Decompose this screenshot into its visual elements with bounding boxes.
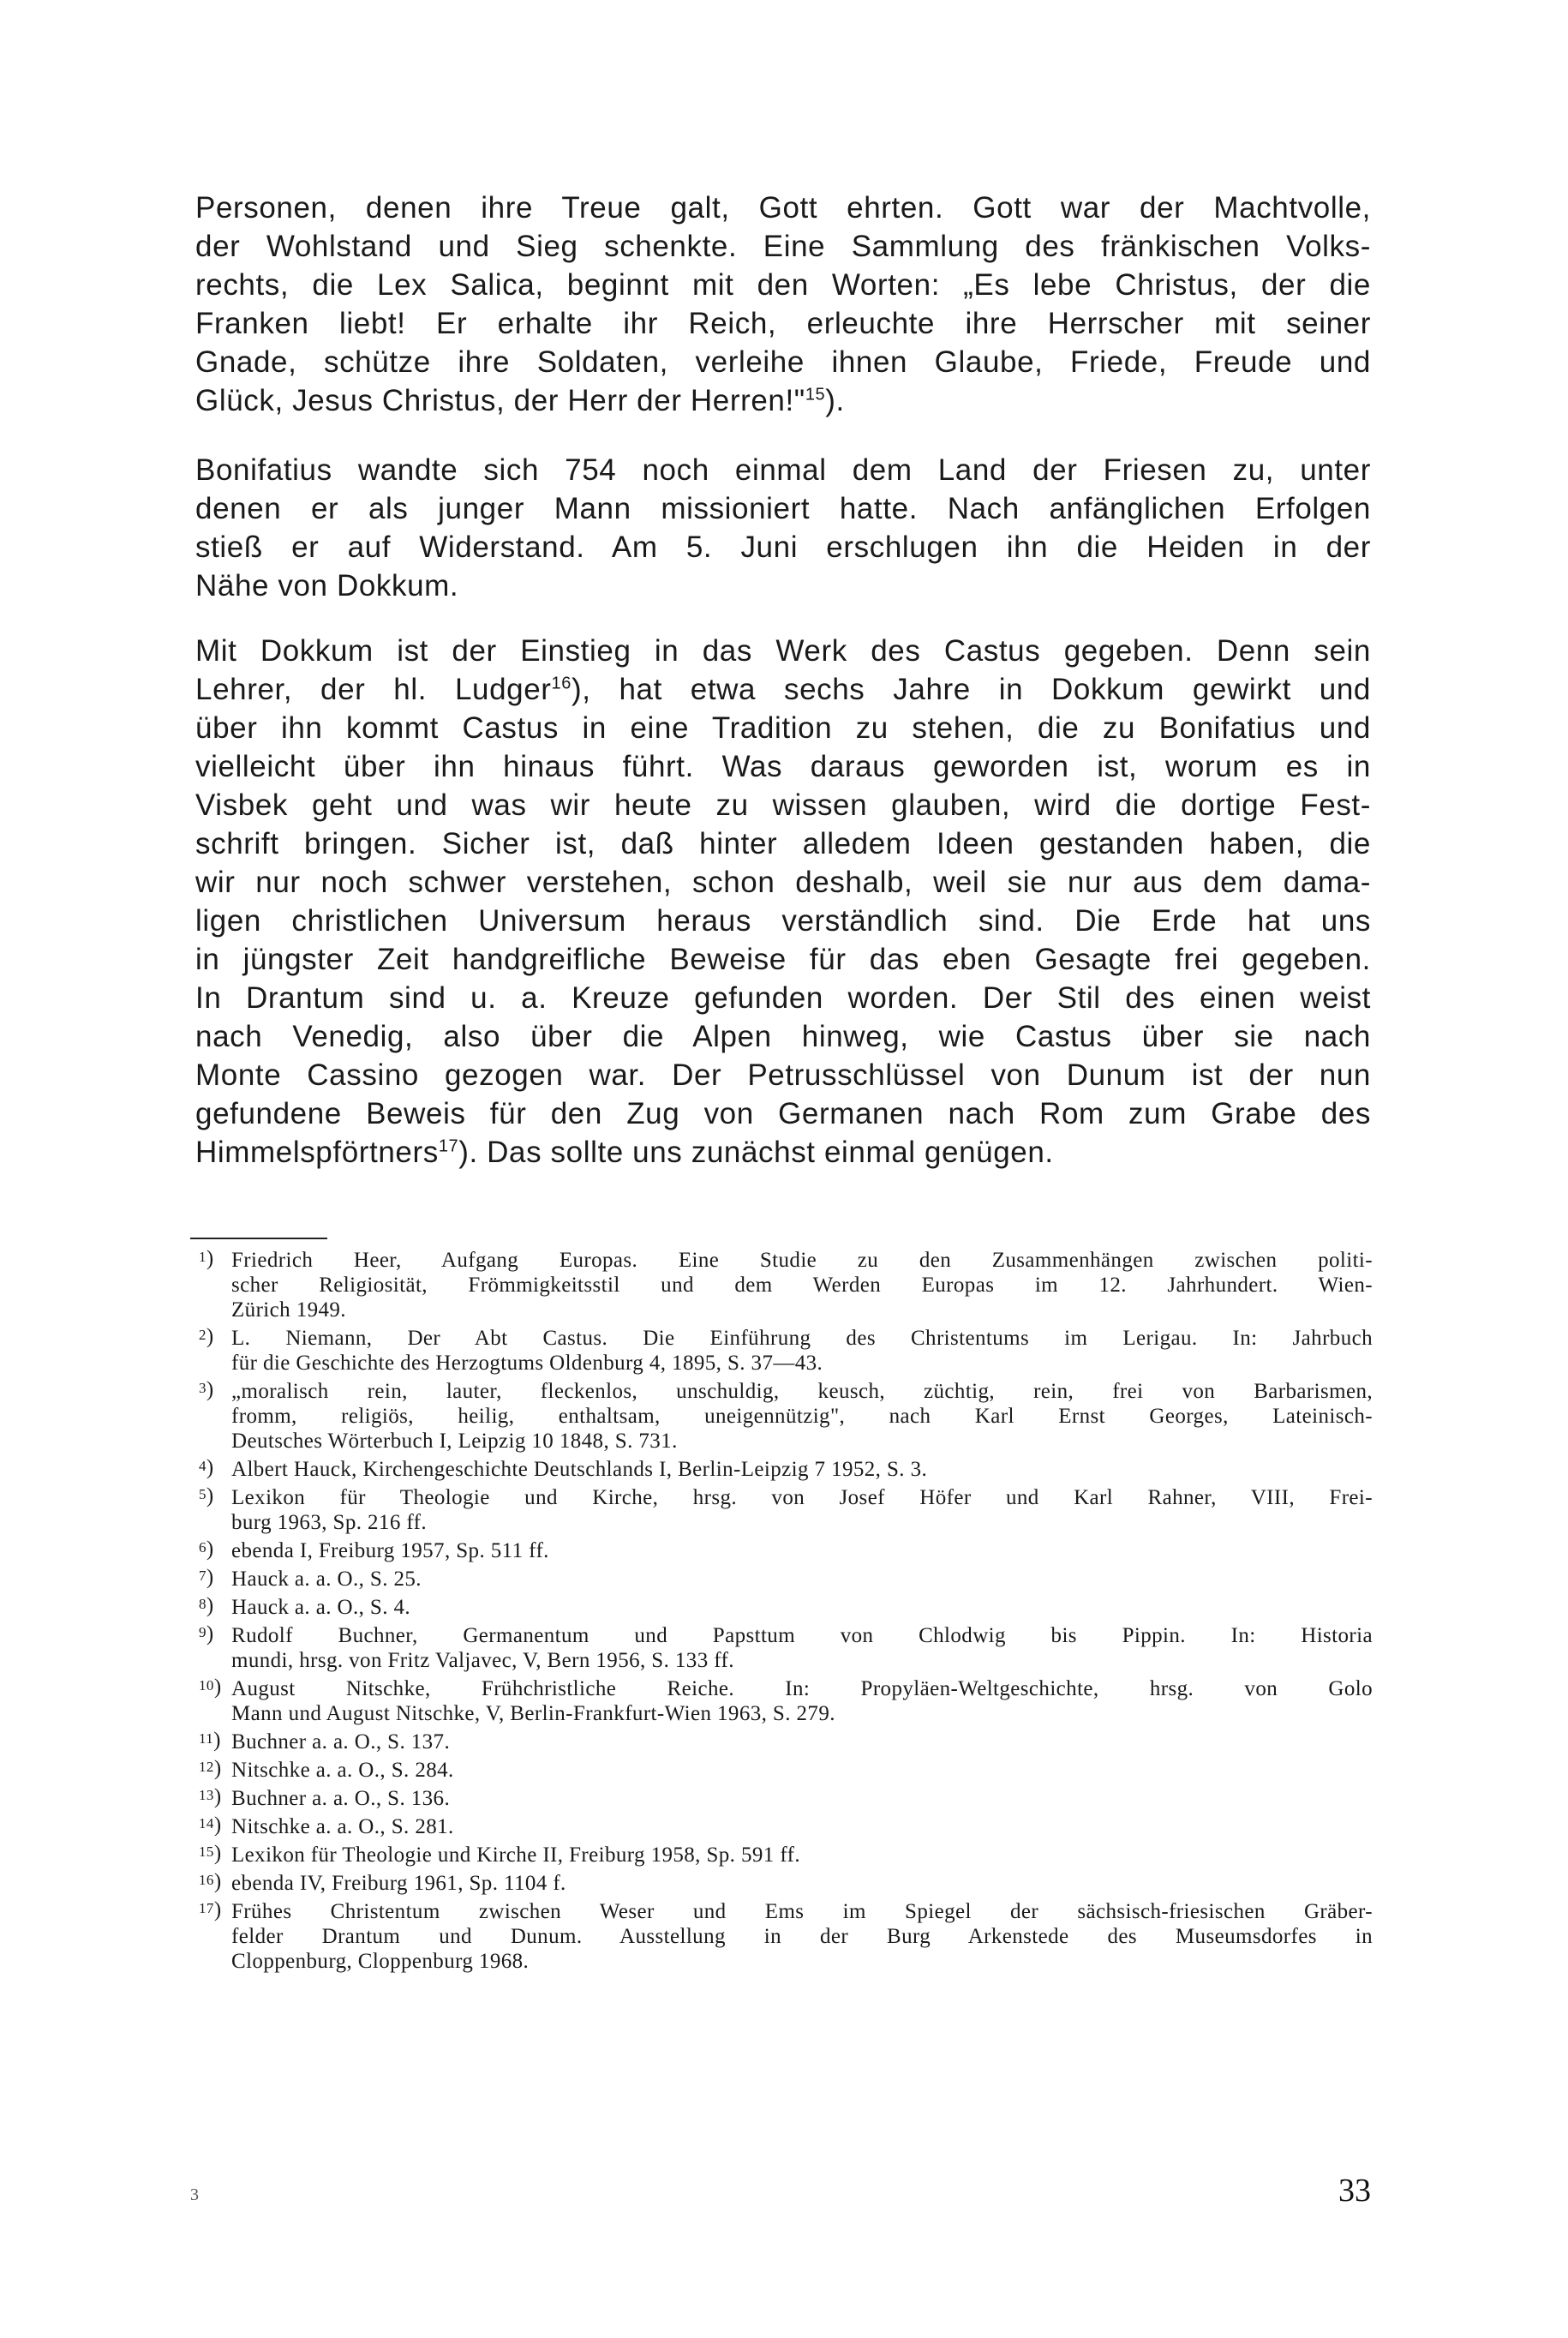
text-line: wir nur noch schwer verstehen, schon deshalb, weil sie nur aus dem dama-	[195, 866, 1371, 899]
footnote-text	[231, 1814, 1373, 1839]
text-line: In Drantum sind u. a. Kreuze gefunden worden. Der Stil des einen weist	[195, 981, 1371, 1015]
text-line: nach Venedig, also über die Alpen hinweg, wie Castus über sie nach	[195, 1020, 1371, 1053]
text-segment: Glück, Jesus Christus, der Herr der Herren!"	[195, 384, 805, 417]
footnote	[190, 1814, 1373, 1839]
footnotes-section	[190, 1248, 1373, 1977]
text-line: rechts, die Lex Salica, beginnt mit den Worten: „Es lebe Christus, der die	[195, 268, 1371, 302]
footnote	[190, 1730, 1373, 1754]
footnote-line: scher Religiosität, Frömmigkeitsstil und dem Werden Europas im 12. Jahrhundert. Wien-	[231, 1274, 1373, 1297]
footnote-number: 12 )	[199, 1758, 222, 1775]
text-segment: Himmelspförtners	[195, 1136, 439, 1169]
footnote	[190, 1326, 1373, 1376]
footnote-line: für die Geschichte des Herzogtums Oldenburg 4, 1895, S. 37—43.	[231, 1352, 823, 1375]
text-line: Monte Cassino gezogen war. Der Petrusschlüssel von Dunum ist der nun	[195, 1058, 1371, 1092]
text-line: ligen christlichen Universum heraus verständlich sind. Die Erde hat uns	[195, 904, 1371, 938]
footnote-line: Mann und August Nitschke, V, Berlin-Frankfurt-Wien 1963, S. 279.	[231, 1702, 835, 1725]
footnote-ref: 17	[438, 1136, 459, 1156]
footnote-number: 7 )	[199, 1567, 214, 1584]
footnote-line: ebenda I, Freiburg 1957, Sp. 511 ff.	[231, 1539, 549, 1562]
footnote-text	[231, 1538, 1373, 1563]
text-segment: Lehrer, der hl. Ludger	[195, 673, 552, 706]
footnote-number: 10 )	[199, 1676, 222, 1694]
footnote-line: Zürich 1949.	[231, 1298, 346, 1322]
footnote	[190, 1899, 1373, 1974]
footnote-number: 14 )	[199, 1814, 222, 1831]
corner-mark: 3	[190, 2185, 199, 2204]
footnote-text	[231, 1326, 1373, 1376]
footnote-number: 16 )	[199, 1871, 222, 1888]
footnote-text	[231, 1730, 1373, 1754]
text-line: stieß er auf Widerstand. Am 5. Juni erschlugen ihn die Heiden in der	[195, 531, 1371, 564]
footnote	[190, 1485, 1373, 1535]
footnote-line: Rudolf Buchner, Germanentum und Papsttum von Chlodwig bis Pippin. In: Historia	[231, 1624, 1373, 1647]
footnote	[190, 1595, 1373, 1620]
footnote-line: Albert Hauck, Kirchengeschichte Deutschlands I, Berlin-Leipzig 7 1952, S. 3.	[231, 1458, 928, 1481]
footnote	[190, 1248, 1373, 1322]
footnote-line: Hauck a. a. O., S. 25.	[231, 1568, 422, 1591]
footnote-text	[231, 1843, 1373, 1867]
footnote-line: Lexikon für Theologie und Kirche, hrsg. von Josef Höfer und Karl Rahner, VIII, Frei-	[231, 1486, 1373, 1509]
footnote-line: Lexikon für Theologie und Kirche II, Freiburg 1958, Sp. 591 ff.	[231, 1843, 800, 1867]
footnote-text	[231, 1899, 1373, 1974]
footnote	[190, 1843, 1373, 1867]
footnote	[190, 1379, 1373, 1454]
footnote-line: Nitschke a. a. O., S. 281.	[231, 1815, 454, 1838]
footnote-line: „moralisch rein, lauter, fleckenlos, unschuldig, keusch, züchtig, rein, frei von Barbarismen,	[231, 1380, 1373, 1403]
footnote-line: mundi, hrsg. von Fritz Valjavec, V, Bern 1956, S. 133 ff.	[231, 1649, 734, 1672]
footnote-line: burg 1963, Sp. 216 ff.	[231, 1511, 428, 1534]
footnote-text	[231, 1567, 1373, 1592]
footnote	[190, 1623, 1373, 1673]
footnote-line: August Nitschke, Frühchristliche Reiche. In: Propyläen-Weltgeschichte, hrsg. von Golo	[231, 1677, 1373, 1700]
text-line: Nähe von Dokkum.	[195, 569, 459, 602]
footnote-line: Frühes Christentum zwischen Weser und Ems im Spiegel der sächsisch-friesischen Gräber-	[231, 1900, 1373, 1923]
footnote-line: Buchner a. a. O., S. 136.	[231, 1787, 451, 1810]
footnote	[190, 1871, 1373, 1896]
footnote-number: 13 )	[199, 1786, 222, 1803]
footnote-text	[231, 1379, 1373, 1454]
footnote-line: Deutsches Wörterbuch I, Leipzig 10 1848, S. 731.	[231, 1430, 678, 1453]
text-line	[195, 670, 1371, 709]
text-line: Mit Dokkum ist der Einstieg in das Werk des Castus gegeben. Denn sein	[195, 634, 1371, 668]
footnote-number: 8 )	[199, 1595, 214, 1612]
footnote	[190, 1676, 1373, 1726]
footnote-ref: 15	[805, 385, 826, 405]
footnote-text	[231, 1248, 1373, 1322]
footnote-text	[231, 1595, 1373, 1620]
footnote-line: fromm, religiös, heilig, enthaltsam, uneigennützig", nach Karl Ernst Georges, Lateinisch-	[231, 1405, 1373, 1428]
text-line: gefundene Beweis für den Zug von Germanen nach Rom zum Grabe des	[195, 1097, 1371, 1130]
body-paragraph	[195, 632, 1371, 1172]
text-line: über ihn kommt Castus in eine Tradition zu stehen, die zu Bonifatius und	[195, 711, 1371, 745]
footnote	[190, 1567, 1373, 1592]
footnote-text	[231, 1485, 1373, 1535]
text-segment: ).	[825, 384, 845, 417]
text-line: Gnade, schütze ihre Soldaten, verleihe ihnen Glaube, Friede, Freude und	[195, 345, 1371, 379]
footnote-number: 5 )	[199, 1485, 214, 1502]
footnote-number: 6 )	[199, 1538, 214, 1556]
footnote-number: 3 )	[199, 1379, 214, 1396]
footnote-number: 17 )	[199, 1899, 222, 1916]
text-line: in jüngster Zeit handgreifliche Beweise für das eben Gesagte frei gegeben.	[195, 943, 1371, 976]
footnote-line: ebenda IV, Freiburg 1961, Sp. 1104 f.	[231, 1872, 566, 1895]
text-line: Personen, denen ihre Treue galt, Gott ehrten. Gott war der Machtvolle,	[195, 191, 1371, 225]
text-line	[195, 381, 1371, 420]
footnote-line: felder Drantum und Dunum. Ausstellung in der Burg Arkenstede des Museumsdorfes in	[231, 1925, 1373, 1948]
footnote	[190, 1786, 1373, 1811]
footnote-number: 2 )	[199, 1326, 214, 1343]
body-paragraph	[195, 451, 1371, 605]
footnote-text	[231, 1623, 1373, 1673]
text-line: Bonifatius wandte sich 754 noch einmal dem Land der Friesen zu, unter	[195, 453, 1371, 487]
footnote	[190, 1758, 1373, 1783]
text-line: der Wohlstand und Sieg schenkte. Eine Sammlung des fränkischen Volks-	[195, 230, 1371, 263]
footnote-number: 4 )	[199, 1457, 214, 1474]
footnote-line: Hauck a. a. O., S. 4.	[231, 1596, 411, 1619]
footnote-ref: 16	[551, 674, 572, 693]
text-line: Visbek geht und was wir heute zu wissen glauben, wird die dortige Fest-	[195, 788, 1371, 822]
text-line: schrift bringen. Sicher ist, daß hinter alledem Ideen gestanden haben, die	[195, 827, 1371, 860]
footnote-line: Nitschke a. a. O., S. 284.	[231, 1759, 454, 1782]
page-number: 33	[1338, 2173, 1371, 2209]
text-line: Franken liebt! Er erhalte ihr Reich, erleuchte ihre Herrscher mit seiner	[195, 307, 1371, 340]
footnote-number: 15 )	[199, 1843, 222, 1860]
body-paragraph	[195, 189, 1371, 420]
footnote-number: 9 )	[199, 1623, 214, 1640]
footnote-line: Buchner a. a. O., S. 137.	[231, 1730, 451, 1754]
footnote-number: 1 )	[199, 1248, 214, 1265]
footnote	[190, 1457, 1373, 1482]
text-segment: ). Das sollte uns zunächst einmal genügen.	[458, 1136, 1054, 1169]
footnote-text	[231, 1871, 1373, 1896]
footnote-number: 11 )	[199, 1730, 221, 1747]
footnote-text	[231, 1457, 1373, 1482]
footnote-line: Friedrich Heer, Aufgang Europas. Eine Studie zu den Zusammenhängen zwischen politi-	[231, 1249, 1373, 1272]
footnote	[190, 1538, 1373, 1563]
footnote-text	[231, 1758, 1373, 1783]
footnote-line: Cloppenburg, Cloppenburg 1968.	[231, 1950, 530, 1973]
text-line: vielleicht über ihn hinaus führt. Was daraus geworden ist, worum es in	[195, 750, 1371, 783]
footnote-text	[231, 1676, 1373, 1726]
footnote-text	[231, 1786, 1373, 1811]
text-line: denen er als junger Mann missioniert hatte. Nach anfänglichen Erfolgen	[195, 492, 1371, 525]
text-line	[195, 1133, 1371, 1172]
footnote-separator	[190, 1238, 327, 1239]
footnote-line: L. Niemann, Der Abt Castus. Die Einführung des Christentums im Lerigau. In: Jahrbuch	[231, 1327, 1373, 1350]
text-segment: ), hat etwa sechs Jahre in Dokkum gewirkt und	[571, 673, 1371, 706]
